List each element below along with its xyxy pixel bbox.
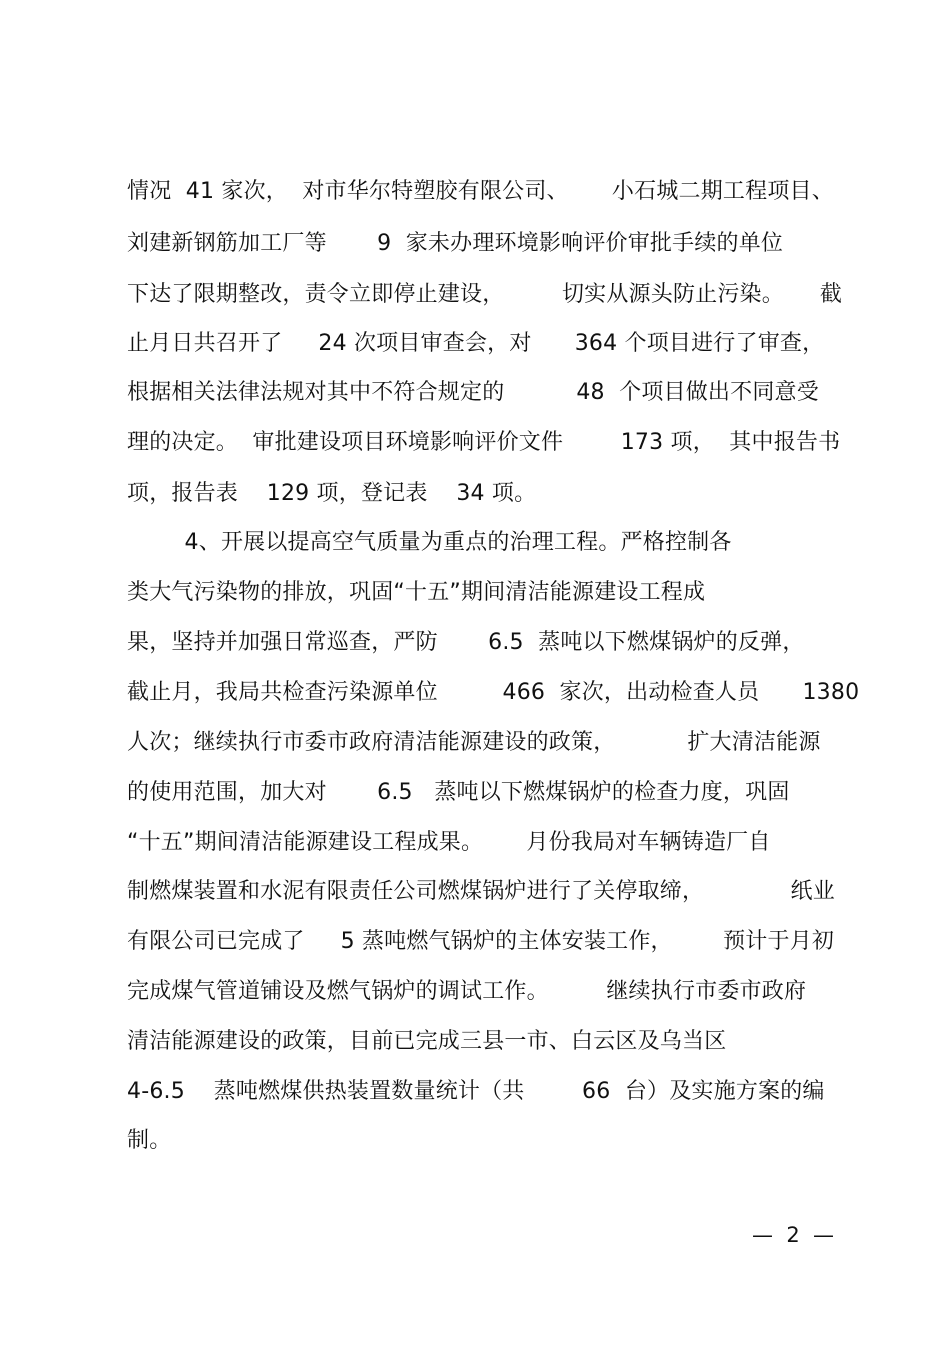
- text-line: 项，报告表 129 项，登记表 34 项。: [127, 481, 537, 506]
- text-line: 下达了限期整改，责令立即停止建设， 切实从源头防止污染。 截: [127, 282, 843, 307]
- text-line: 的使用范围，加大对 6.5 蒸吨以下燃煤锅炉的检查力度，巩固: [127, 780, 790, 805]
- text-line: 止月日共召开了 24 次项目审查会，对 364 个项目进行了审查，: [127, 331, 825, 356]
- text-line: 完成煤气管道铺设及燃气锅炉的调试工作。 继续执行市委市政府: [127, 979, 807, 1004]
- text-line: 刘建新钢筋加工厂等 9 家未办理环境影响评价审批手续的单位: [127, 231, 784, 256]
- text-line: 制。: [127, 1128, 172, 1153]
- text-line: “十五”期间清洁能源建设工程成果。 月份我局对车辆铸造厂自: [127, 830, 771, 855]
- text-line: 情况 41 家次， 对市华尔特塑胶有限公司、 小石城二期工程项目、: [127, 179, 834, 204]
- text-line: 人次；继续执行市委市政府清洁能源建设的政策， 扩大清洁能源: [127, 730, 821, 755]
- text-line: 果，坚持并加强日常巡查，严防 6.5 蒸吨以下燃煤锅炉的反弹，: [127, 630, 805, 655]
- paragraph-start-line: 4、开展以提高空气质量为重点的治理工程。严格控制各: [127, 530, 732, 555]
- text-line: 清洁能源建设的政策，目前已完成三县一市、白云区及乌当区: [127, 1029, 727, 1054]
- text-line: 制燃煤装置和水泥有限责任公司燃煤锅炉进行了关停取缔， 纸业: [127, 879, 835, 904]
- page-number: — 2 —: [752, 1223, 835, 1247]
- text-line: 类大气污染物的排放，巩固“十五”期间清洁能源建设工程成: [127, 580, 706, 605]
- text-line: 4-6.5 蒸吨燃煤供热装置数量统计（共 66 台）及实施方案的编: [127, 1079, 825, 1104]
- text-line: 理的决定。 审批建设项目环境影响评价文件 173 项， 其中报告书: [127, 430, 841, 455]
- text-line: 有限公司已完成了 5 蒸吨燃气锅炉的主体安装工作， 预计于月初: [127, 929, 835, 954]
- text-line: 截止月，我局共检查污染源单位 466 家次，出动检查人员 1380: [127, 680, 860, 705]
- text-line: 根据相关法律法规对其中不符合规定的 48 个项目做出不同意受: [127, 380, 819, 405]
